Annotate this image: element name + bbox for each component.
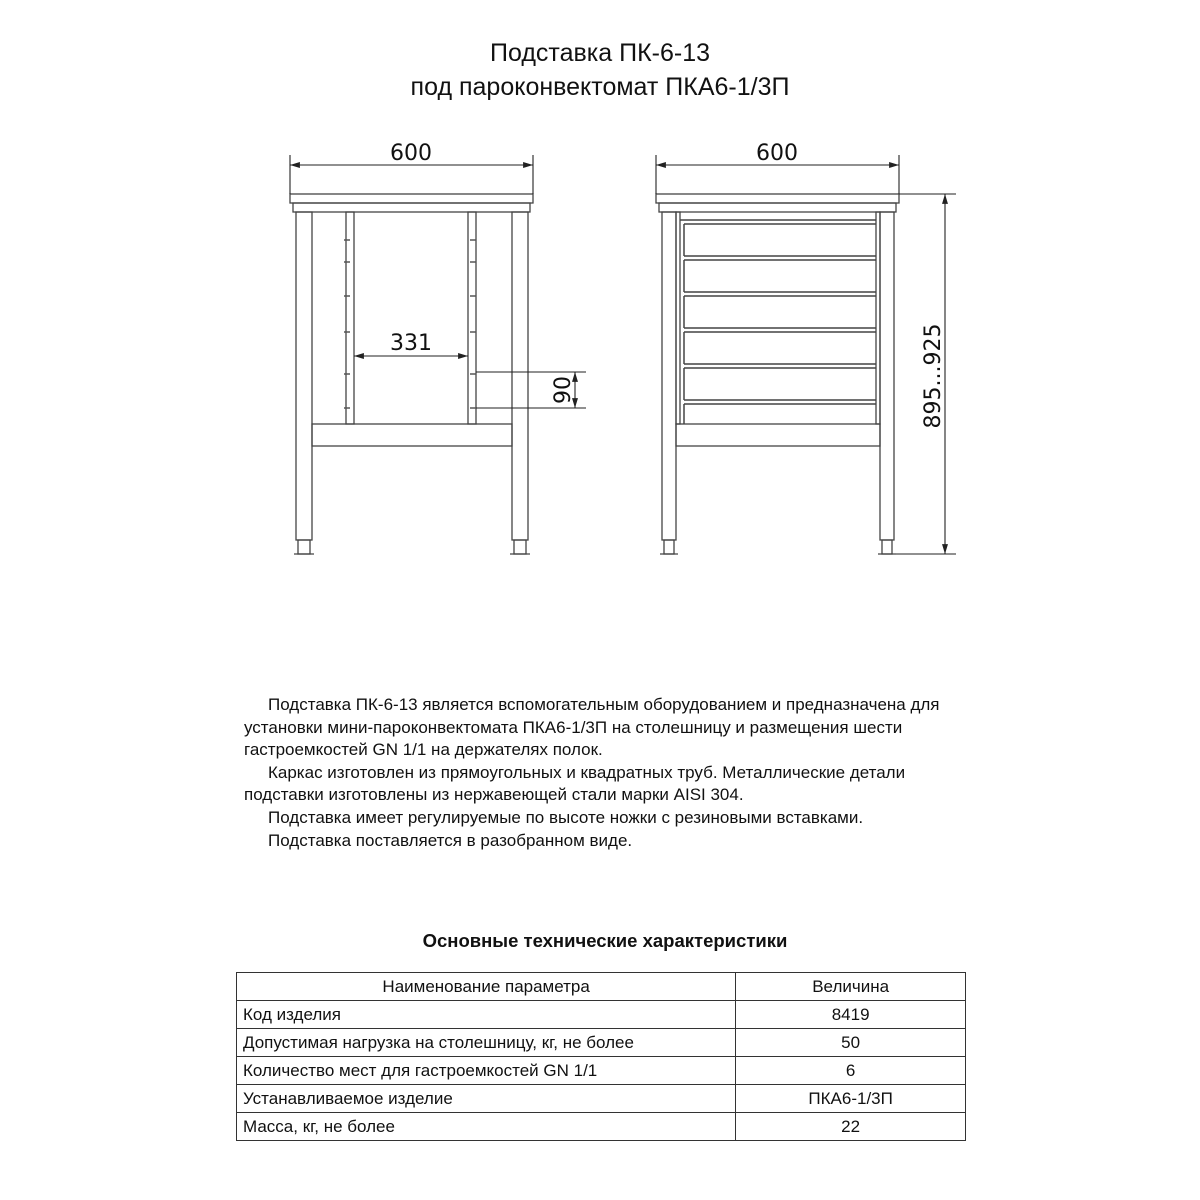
table-row — [237, 1001, 966, 1029]
title-line-1: Подставка ПК-6-13 — [490, 39, 710, 67]
table-header-row — [237, 973, 966, 1001]
row-name: Устанавливаемое изделие — [237, 1085, 736, 1113]
header-name: Наименование параметра — [237, 973, 736, 1001]
description-paragraph-1: Подставка ПК-6-13 является вспомогательным оборудованием и предназначена для установки мини-пароконвектомата ПКА6-1/3П на столешницу и размещения шести гастроемкостей GN 1/1 на держателях полок. — [244, 695, 940, 760]
row-value: ПКА6-1/3П — [736, 1085, 966, 1113]
front-width-label: 600 — [390, 141, 432, 166]
table-row — [237, 1113, 966, 1141]
row-name: Код изделия — [237, 1001, 736, 1029]
inner-width-label: 331 — [390, 331, 432, 356]
row-value: 22 — [736, 1113, 966, 1141]
row-value: 50 — [736, 1029, 966, 1057]
specs-table — [236, 972, 966, 1141]
front-view — [290, 194, 533, 554]
title-line-2: под пароконвектомат ПКА6-1/3П — [410, 73, 790, 101]
row-value: 6 — [736, 1057, 966, 1085]
shelf-step-label: 90 — [551, 376, 576, 404]
row-name: Допустимая нагрузка на столешницу, кг, не более — [237, 1029, 736, 1057]
description — [244, 694, 944, 852]
row-name: Количество мест для гастроемкостей GN 1/1 — [237, 1057, 736, 1085]
side-view — [656, 194, 899, 554]
table-row — [237, 1057, 966, 1085]
height-range-label: 895...925 — [921, 323, 946, 429]
description-paragraph-2: Каркас изготовлен из прямоугольных и квадратных труб. Металлические детали подставки изготовлены из нержавеющей стали марки AISI 304. — [244, 762, 906, 805]
table-row — [237, 1029, 966, 1057]
description-paragraph-3: Подставка имеет регулируемые по высоте ножки с резиновыми вставками. — [268, 807, 864, 827]
front-dimensions — [290, 155, 586, 408]
specs-title: Основные технические характеристики — [422, 930, 788, 951]
row-name: Масса, кг, не более — [237, 1113, 736, 1141]
side-dimensions — [656, 155, 956, 554]
side-width-label: 600 — [756, 141, 798, 166]
row-value: 8419 — [736, 1001, 966, 1029]
description-paragraph-4: Подставка поставляется в разобранном виде. — [268, 830, 633, 850]
header-value: Величина — [736, 973, 966, 1001]
table-row — [237, 1085, 966, 1113]
